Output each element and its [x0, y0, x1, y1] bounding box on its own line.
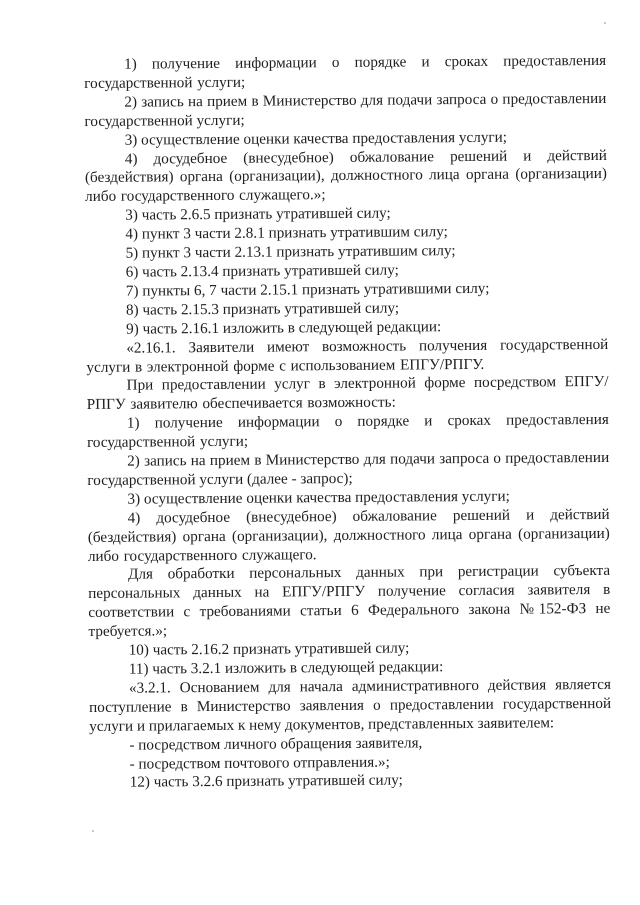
paragraph: 1) получение информации о порядке и сроках предоставления государственной услуги;: [86, 411, 609, 452]
paragraph: 6) часть 2.13.4 признать утратившей силу;: [125, 261, 399, 281]
paragraph: 2) запись на прием в Министерство для подачи запроса о предоставлении государственной услуги;: [84, 89, 607, 130]
paragraph: 4) досудебное (внесудебное) обжалование решений и действий (бездействия) органа (организации), должностного лица органа (организации) либо государственного служащего.»;: [84, 146, 608, 206]
paragraph: 3) осуществление оценки качества предоставления услуги;: [124, 128, 508, 149]
paragraph: 3) осуществление оценки качества предоставления услуги;: [127, 487, 510, 508]
paragraph: 2) запись на прием в Министерство для подачи запроса о предоставлении государственной услуги (далее - запрос);: [87, 448, 610, 489]
paragraph: 3) часть 2.6.5 признать утратившей силу;: [125, 204, 391, 224]
paragraph: «3.2.1. Основанием для начала административного действия является поступление в Министерство заявления о предоставлении государственной услуги и прилагаемых к нему документов, представленных заявителем:: [89, 675, 612, 735]
paragraph: 5) пункт 3 части 2.13.1 признать утратившим силу;: [125, 242, 456, 262]
paragraph: - посредством почтового отправления.»;: [129, 753, 390, 773]
paragraph: 4) досудебное (внесудебное) обжалование решений и действий (бездействия) органа (организации), должностного лица органа (организации) либо государственного служащего.: [87, 505, 610, 565]
paragraph: 9) часть 2.16.1 изложить в следующей редакции:: [126, 317, 442, 338]
paragraph: 11) часть 3.2.1 изложить в следующей редакции:: [128, 658, 444, 678]
scan-speck: [604, 22, 606, 24]
paragraph: 1) получение информации о порядке и сроках предоставления государственной услуги;: [84, 51, 607, 92]
paragraph: 4) пункт 3 части 2.8.1 признать утратившим силу;: [125, 223, 448, 243]
paragraph: 10) часть 2.16.2 признать утратившей силу;: [128, 639, 410, 659]
paragraph: Для обработки персональных данных при регистрации субъекта персональных данных на ЕПГУ/РПГУ получение согласия заявителя в соответствии с требованиями статьи 6 Федерального закона №152-ФЗ не требуется.»;: [88, 562, 611, 641]
paragraph: - посредством личного обращения заявителя,: [129, 733, 423, 754]
paragraph: 8) часть 2.15.3 признать утратившей силу;: [125, 299, 400, 319]
paragraph: При предоставлении услуг в электронной форме посредством ЕПГУ/РПГУ заявителю обеспечивается возможность:: [86, 373, 609, 414]
document-body: [84, 52, 612, 793]
paragraph: 7) пункты 6, 7 части 2.15.1 признать утратившими силу;: [125, 279, 490, 300]
paragraph: «2.16.1. Заявители имеют возможность получения государственной услуги в электронной форме с использованием ЕПГУ/РПГУ.: [86, 335, 609, 376]
scan-speck: [92, 830, 94, 832]
paragraph: 12) часть 3.2.6 признать утратившей силу;: [129, 771, 403, 792]
